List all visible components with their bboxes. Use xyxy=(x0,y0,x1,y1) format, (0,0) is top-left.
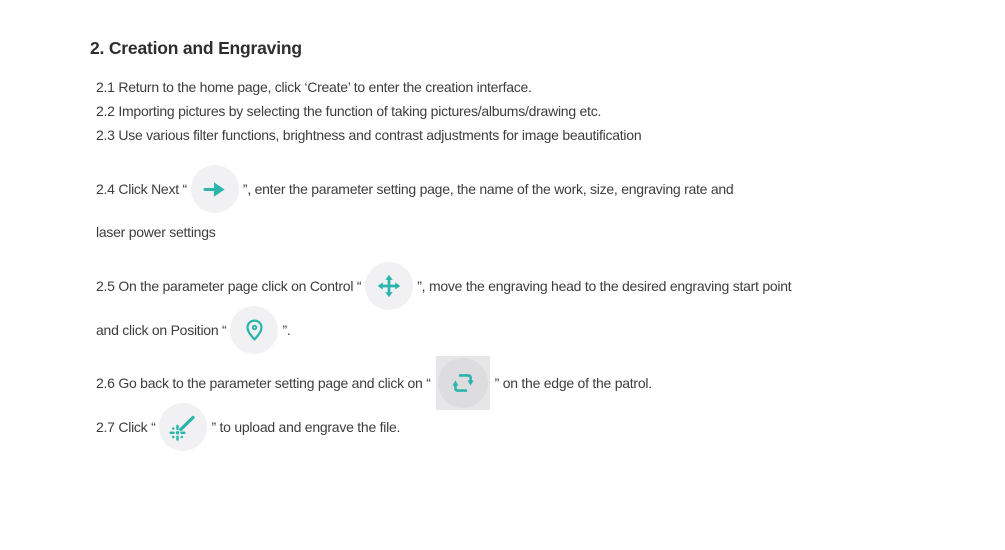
step-2-4-prefix: 2.4 Click Next “ xyxy=(96,181,187,197)
step-2-4-suffix: ”, enter the parameter setting page, the name of the work, size, engraving rate and xyxy=(242,181,734,197)
page-title: 2. Creation and Engraving xyxy=(90,38,302,58)
step-2-5-prefix: 2.5 On the parameter page click on Control “ xyxy=(96,278,362,294)
step-2-7-prefix: 2.7 Click “ xyxy=(96,419,156,435)
step-2-7-row xyxy=(96,402,400,452)
arrow-right-icon xyxy=(191,165,239,213)
step-2-7-suffix: ” to upload and engrave the file. xyxy=(211,419,401,435)
step-2-5b-row xyxy=(96,305,291,355)
step-2-3: 2.3 Use various filter functions, brightness and contrast adjustments for image beautification xyxy=(96,127,642,143)
step-2-2: 2.2 Importing pictures by selecting the function of taking pictures/albums/drawing etc. xyxy=(96,103,602,119)
location-pin-icon xyxy=(230,306,278,354)
move-cross-icon xyxy=(365,262,413,310)
step-2-1: 2.1 Return to the home page, click ‘Create’ to enter the creation interface. xyxy=(96,79,532,95)
step-2-5b-suffix: ”. xyxy=(282,322,291,338)
step-2-5-row xyxy=(96,261,791,311)
step-2-4-row xyxy=(96,163,733,215)
step-2-6-prefix: 2.6 Go back to the parameter setting page and click on “ xyxy=(96,375,431,391)
frame-loop-icon-bg xyxy=(438,358,488,408)
step-2-5b-prefix: and click on Position “ xyxy=(96,322,227,338)
step-2-6-suffix: ” on the edge of the patrol. xyxy=(494,375,652,391)
laser-beam-icon xyxy=(159,403,207,451)
step-2-4-continuation: laser power settings xyxy=(96,224,216,240)
frame-loop-icon xyxy=(436,356,490,410)
step-2-5-suffix: ”, move the engraving head to the desired engraving start point xyxy=(417,278,792,294)
